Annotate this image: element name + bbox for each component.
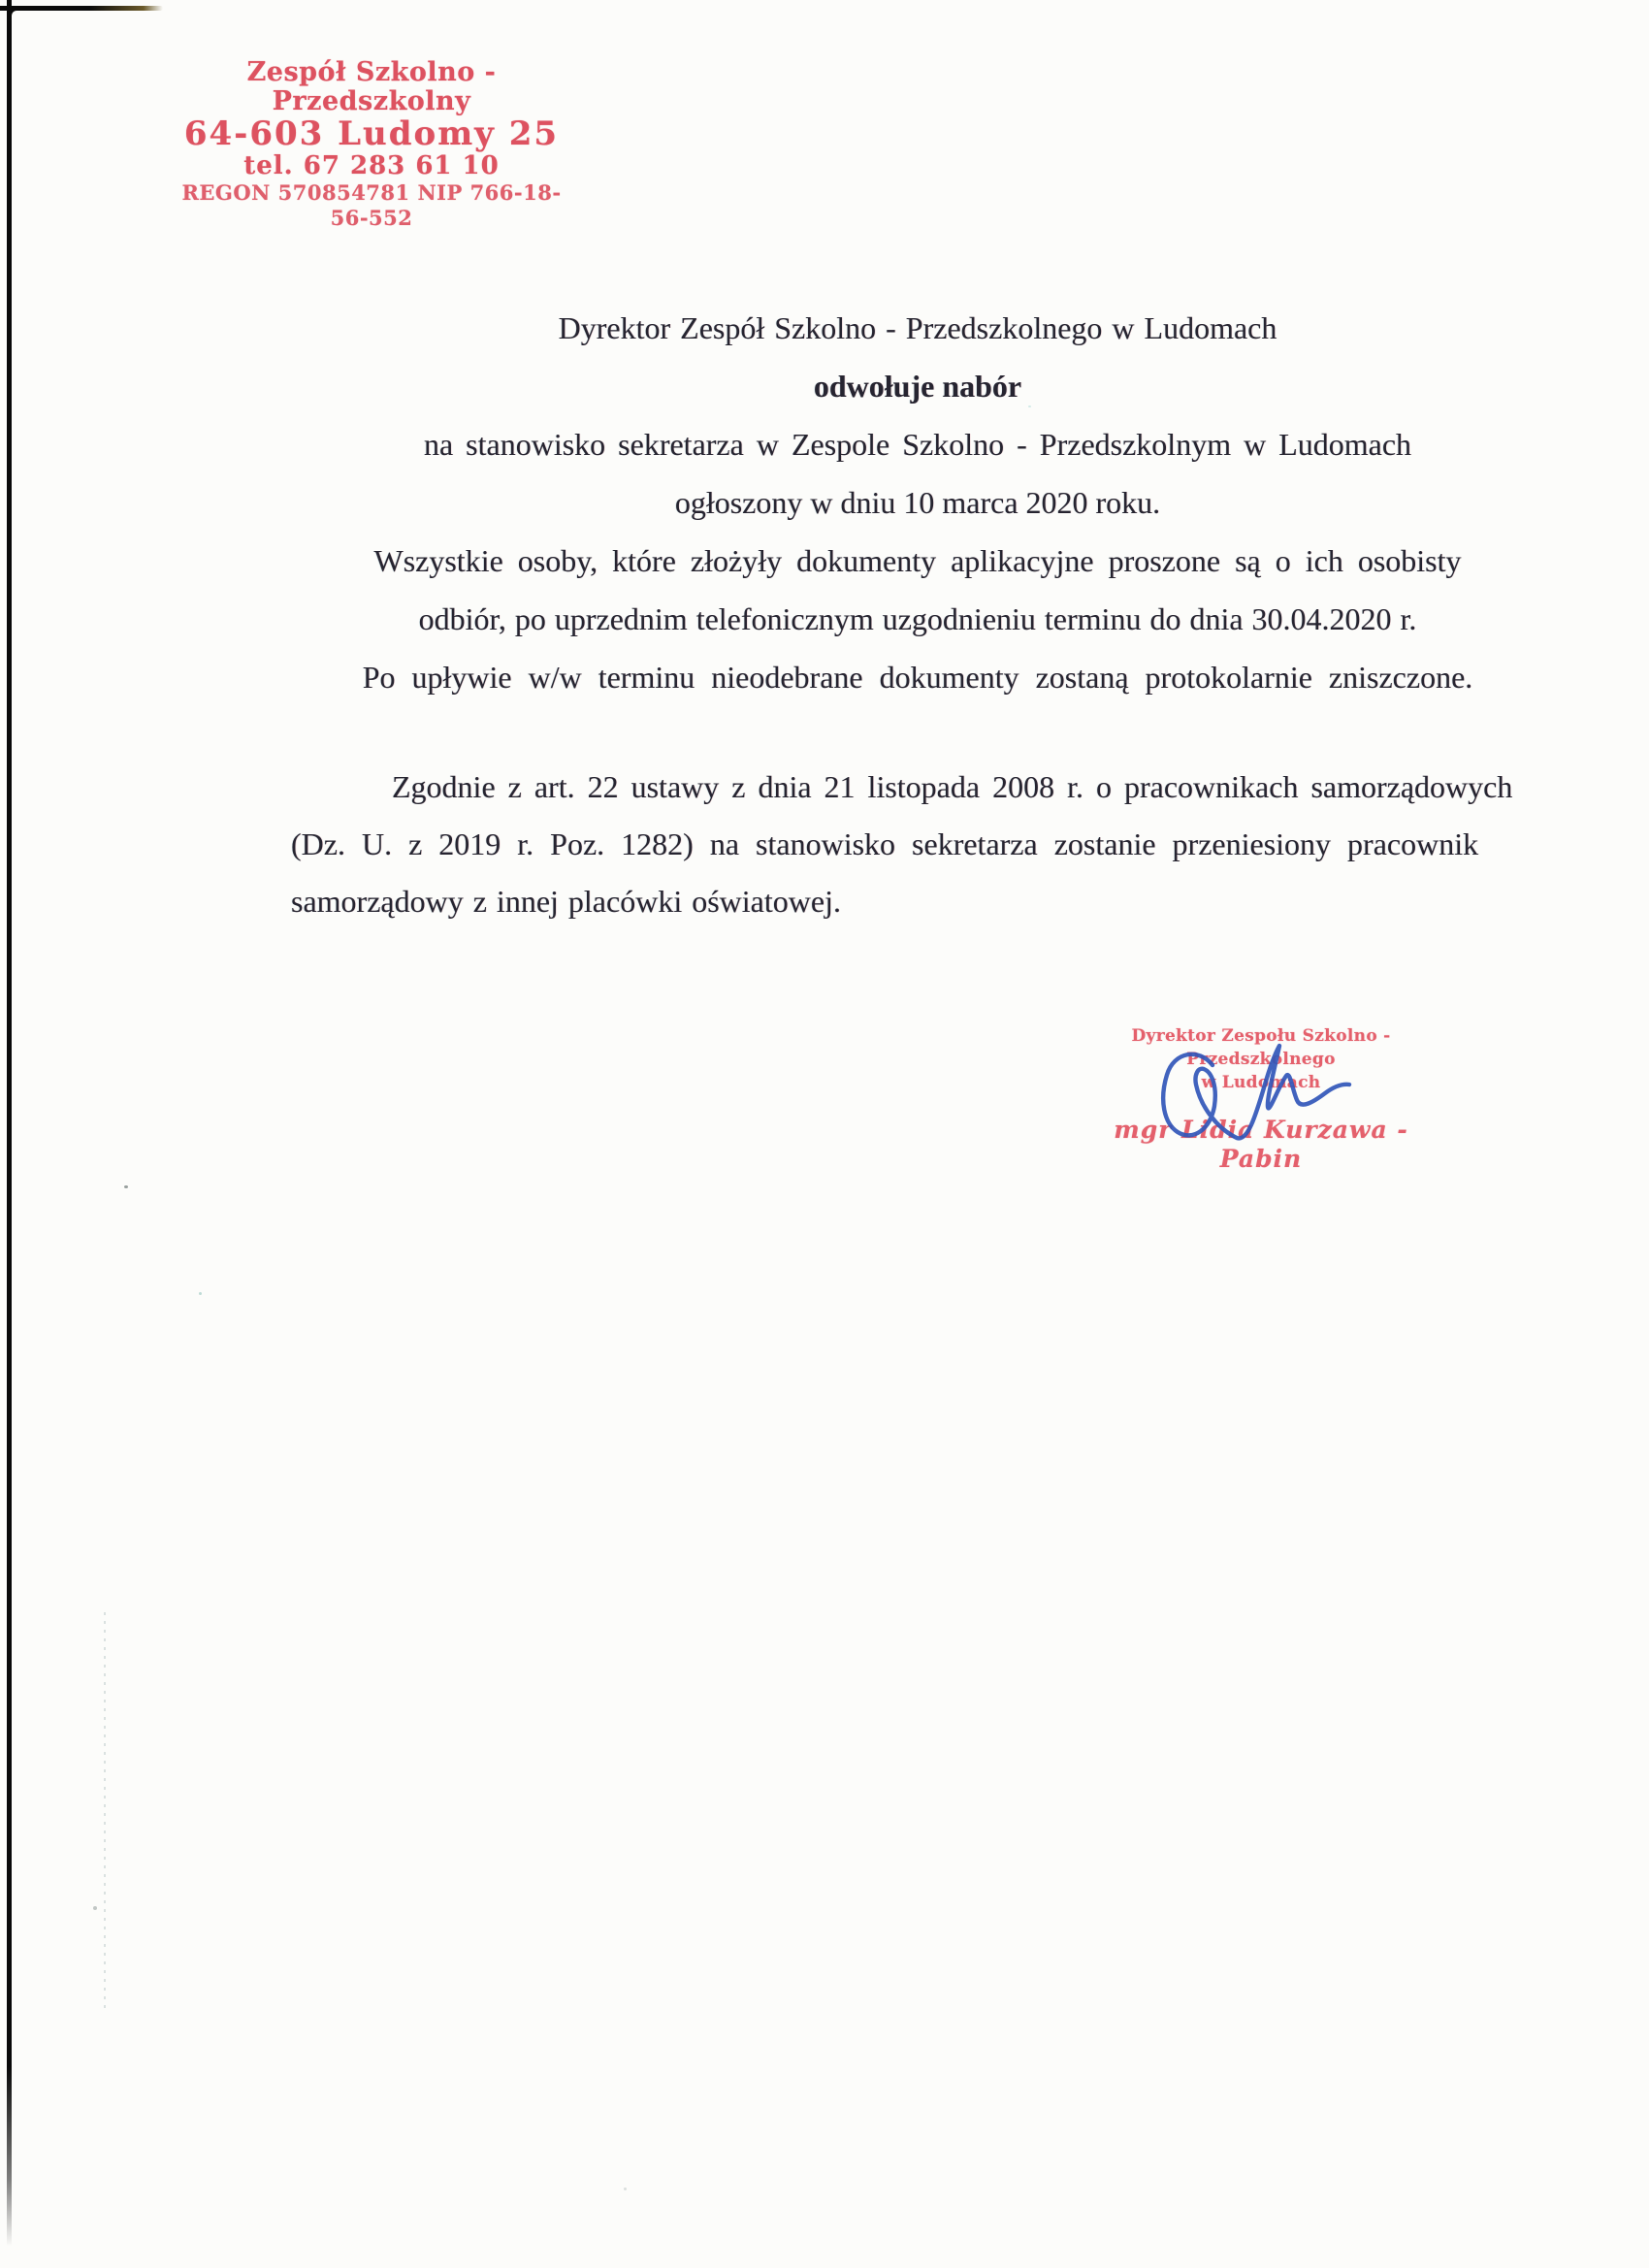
letter-heading-line: Dyrektor Zespół Szkolno - Przedszkolnego w Ludomach — [558, 310, 1277, 345]
handwritten-signature — [1145, 1028, 1368, 1154]
letter-paragraph1-line2: odbiór, po uprzednim telefonicznym uzgodnieniu terminu do dnia 30.04.2020 r. — [418, 601, 1417, 636]
letter-paragraph1-line3: Po upływie w/w terminu nieodebrane dokumenty zostaną protokolarnie zniszczone. — [362, 660, 1473, 695]
letter-paragraph2-line2: (Dz. U. z 2019 r. Poz. 1282) na stanowisko sekretarza zostanie przeniesiony pracownik — [291, 826, 1479, 861]
letter-body — [291, 299, 1544, 930]
scan-speck — [124, 1185, 128, 1188]
stamp-phone: tel. 67 283 61 10 — [243, 151, 500, 180]
director-location-line: w Ludomach — [1201, 1073, 1321, 1092]
letter-paragraph1-line1: Wszystkie osoby, które złożyły dokumenty aplikacyjne proszone są o ich osobisty — [373, 543, 1462, 578]
scan-edge-corner — [7, 6, 22, 21]
stamp-regon-nip: REGON 570854781 NIP 766-18-56-552 — [181, 180, 562, 230]
scan-edge-top — [0, 6, 163, 11]
scan-edge-left — [7, 0, 12, 2247]
school-address-stamp — [178, 58, 566, 231]
stamp-address: 64-603 Ludomy 25 — [183, 114, 560, 153]
letter-date-line: ogłoszony w dniu 10 marca 2020 roku. — [674, 485, 1161, 520]
scan-speck — [93, 1906, 97, 1910]
letter-paragraph2-line3: samorządowy z innej placówki oświatowej. — [291, 884, 841, 919]
stamp-school-name: Zespół Szkolno - Przedszkolny — [246, 57, 497, 116]
letter-paragraph2-line1: Zgodnie z art. 22 ustawy z dnia 21 listopada 2008 r. o pracownikach samorządowych — [392, 769, 1513, 804]
director-title-line: Dyrektor Zespołu Szkolno - Przedszkolnego — [1131, 1026, 1391, 1069]
scan-speck — [199, 1292, 202, 1295]
scan-speck — [624, 2187, 627, 2190]
letter-position-line: na stanowisko sekretarza w Zespole Szkolno - Przedszkolnym w Ludomach — [423, 427, 1412, 462]
scan-artifact-dotted-line — [104, 1612, 106, 2008]
letter-bold-line: odwołuje nabór — [813, 369, 1022, 404]
letter-paragraph2 — [291, 759, 1544, 930]
signature-stroke — [1163, 1046, 1349, 1138]
director-name: mgr Lidia Kurzawa - Pabin — [1114, 1116, 1408, 1173]
